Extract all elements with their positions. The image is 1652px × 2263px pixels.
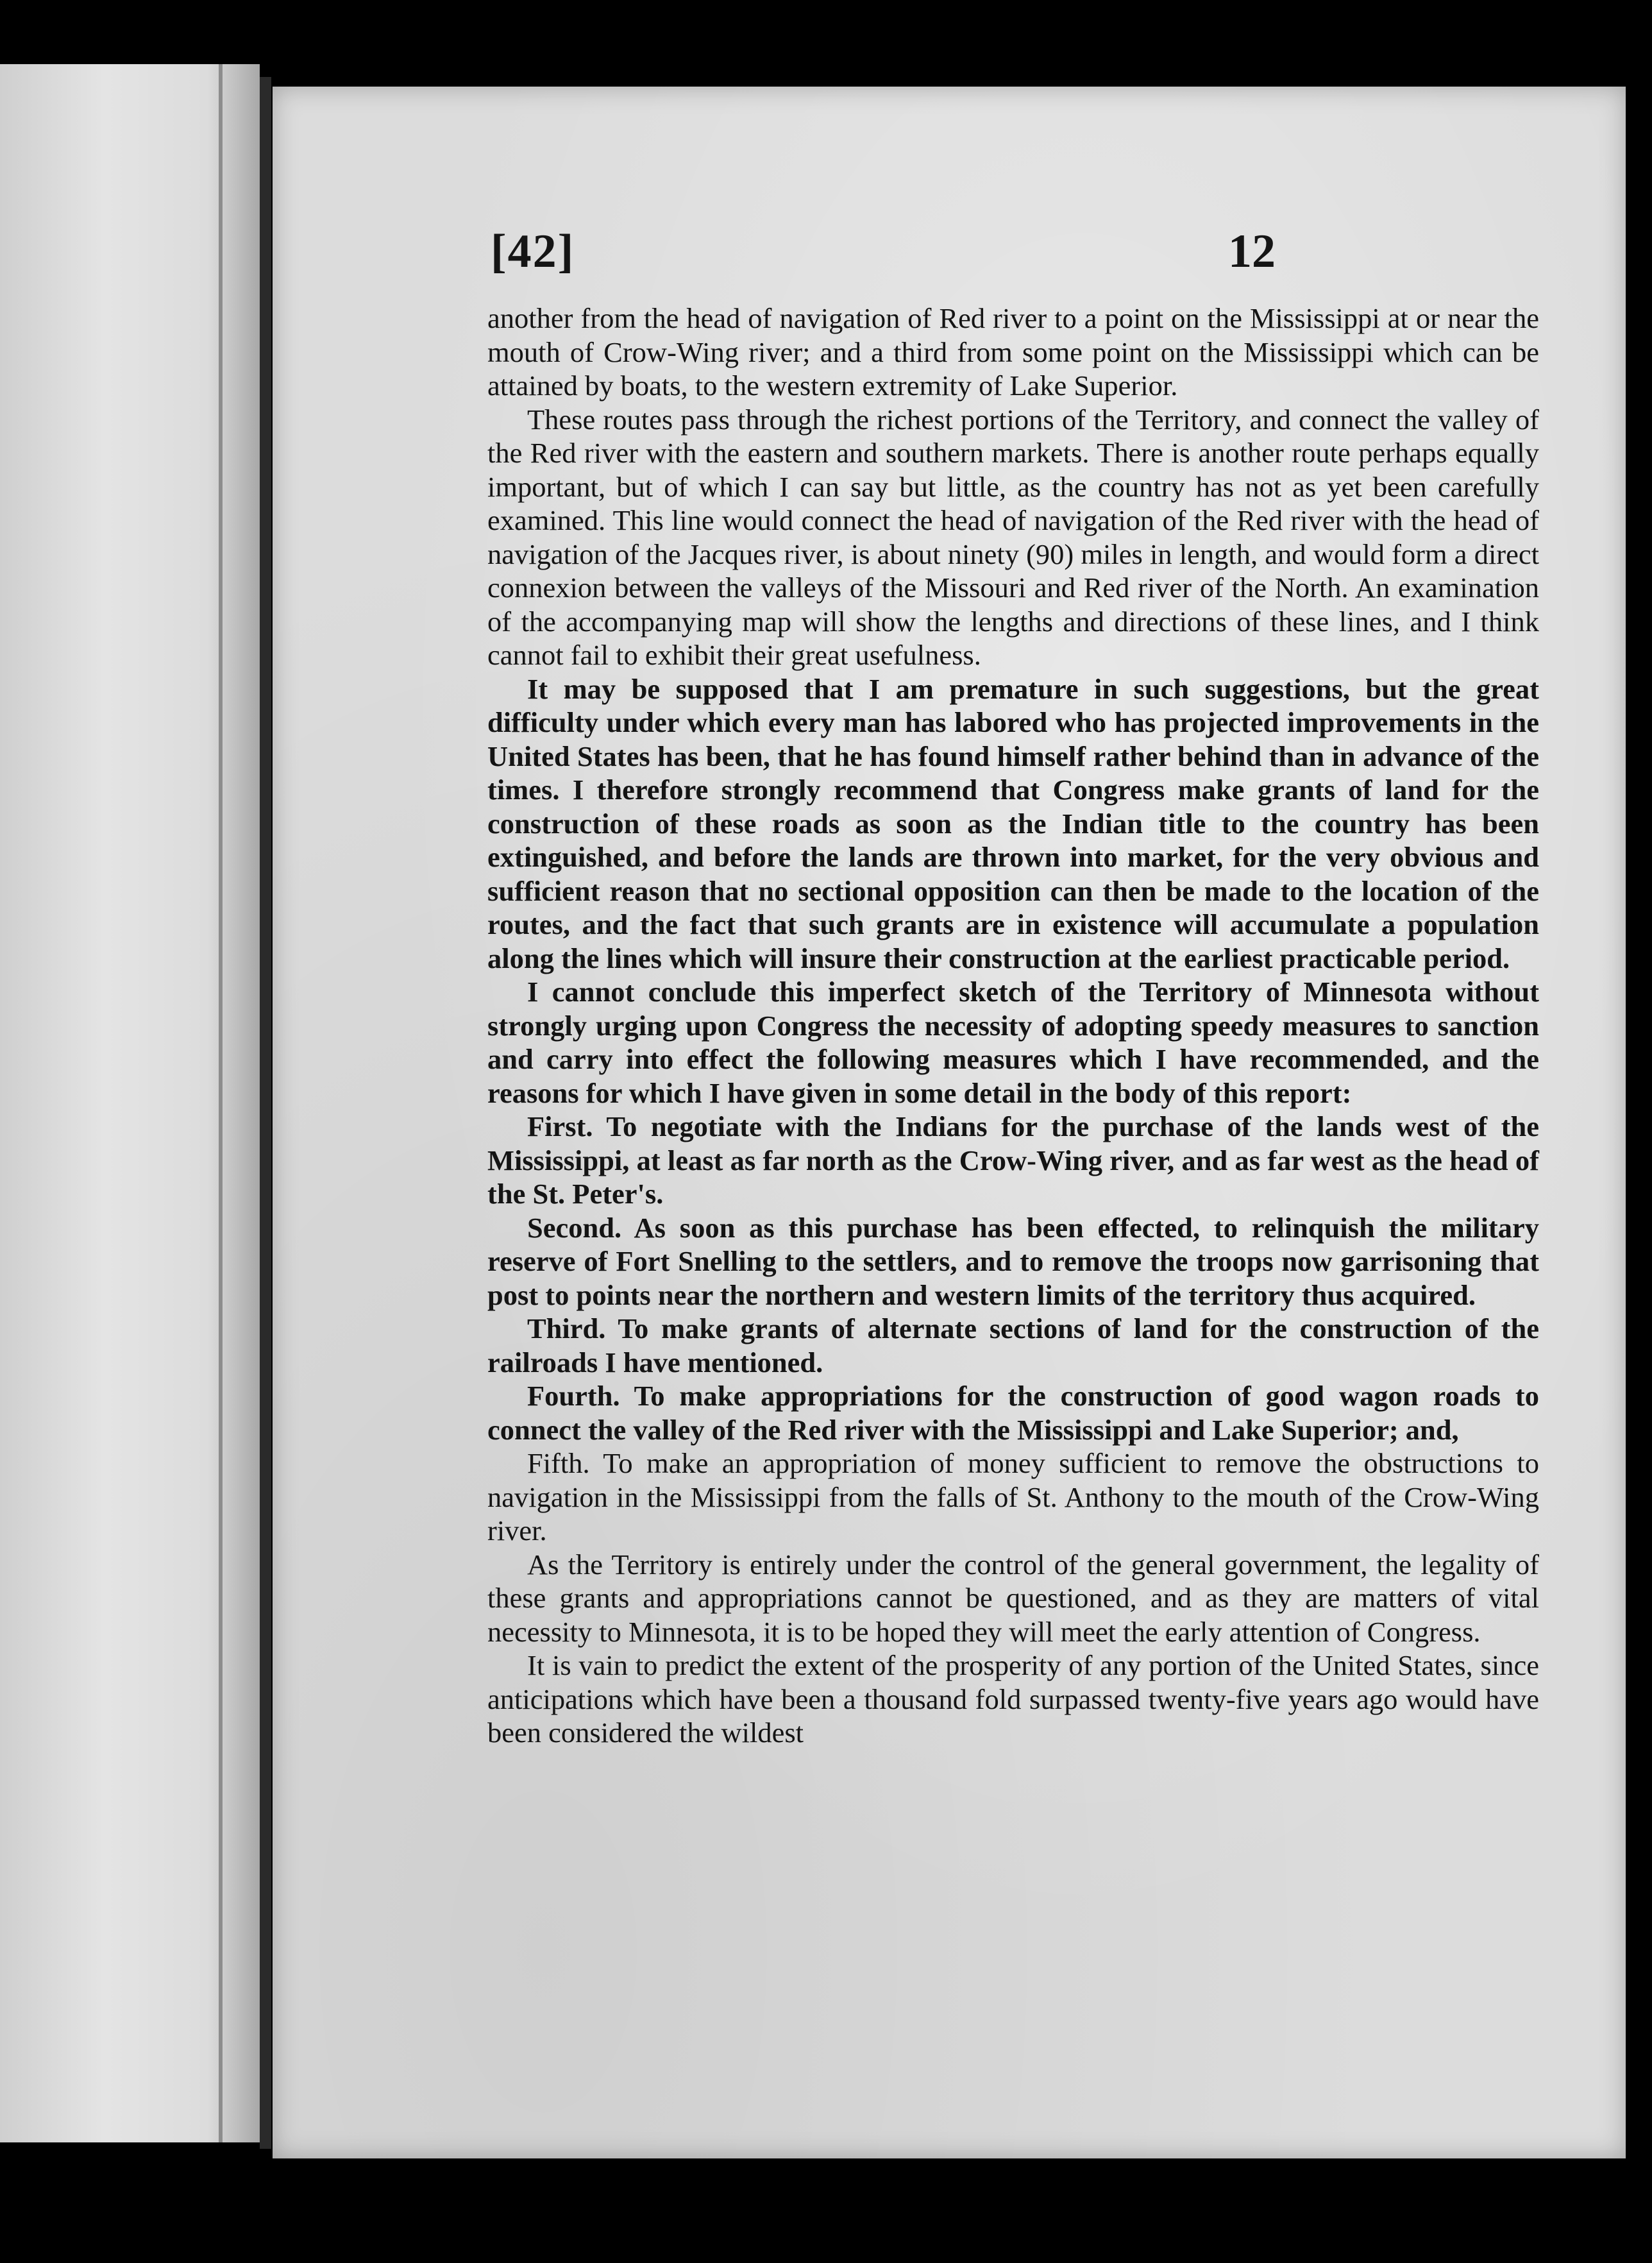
recommendation-fourth: Fourth. To make appropriations for the construction of good wagon roads to connect the valley of the Red river with the Mississippi and Lake Superior; and, xyxy=(487,1380,1539,1446)
recommendation-first: First. To negotiate with the Indians for the purchase of the lands west of the Mississippi, at least as far north as the Crow-Wing river, and as far west as the head of the St. Peter's. xyxy=(487,1110,1539,1210)
book-gutter xyxy=(260,77,271,2149)
paragraph-prosperity: It is vain to predict the extent of the prosperity of any portion of the United States, since anticipations which have been a thousand fold surpassed twenty-five years ago would have been considered the wildest xyxy=(487,1649,1539,1749)
paragraph-premature: It may be supposed that I am premature in such suggestions, but the great difficulty under which every man has labored who has projected improvements in the United States has been, that he has found himself rather behind than in advance of the times. I therefore strongly recommend that Congress make grants of land for the construction of these roads as soon as the Indian title to the country has been extinguished, and before the lands are thrown into market, for the very obvious and sufficient reason that no sectional opposition can then be made to the location of the routes, and the fact that such grants are in existence will accumulate a population along the lines which will insure their construction at the earliest practicable period. xyxy=(487,672,1539,974)
page-number: 12 xyxy=(1228,225,1276,278)
recommendation-second: Second. As soon as this purchase has been effected, to relinquish the military reserve of Fort Snelling to the settlers, and to remove the troops now garrisoning that post to points near the northern and western limits of the territory thus acquired. xyxy=(487,1211,1539,1311)
previous-page-edge xyxy=(0,64,260,2142)
paragraph-routes: These routes pass through the richest portions of the Territory, and connect the valley of the Red river with the eastern and southern markets. There is another route perhaps equally important, but of which I can say but little, as the country has not as yet been carefully examined. This line would connect the head of navigation of the Red river with the head of navigation of the Jacques river, is about ninety (90) miles in length, and would form a direct connexion between the valleys of the Missouri and Red river of the North. An examination of the accompanying map will show the lengths and directions of these lines, and I think cannot fail to exhibit their great usefulness. xyxy=(487,403,1539,671)
paragraph-conclusion: I cannot conclude this imperfect sketch of the Territory of Minnesota without strongly urging upon Congress the necessity of adopting speedy measures to sanction and carry into effect the following measures which I have recommended, and the reasons for which I have given in some detail in the body of this report: xyxy=(487,976,1539,1109)
document-number: [42] xyxy=(491,225,575,278)
paragraph-territory-control: As the Territory is entirely under the control of the general government, the legality of these grants and appropriations cannot be questioned, and as they are matters of vital necessity to Minnesota, it is to be hoped they will meet the early attention of Congress. xyxy=(487,1548,1539,1648)
paragraph-continuation: another from the head of navigation of Red river to a point on the Mississippi at or near the mouth of Crow-Wing river; and a third from some point on the Mississippi which can be attained by boats, to the western extremity of Lake Superior. xyxy=(487,302,1539,402)
body-text xyxy=(487,301,1539,1750)
page-header xyxy=(491,225,1549,295)
recommendation-fifth: Fifth. To make an appropriation of money sufficient to remove the obstructions to navigation in the Mississippi from the falls of St. Anthony to the mouth of the Crow-Wing river. xyxy=(487,1447,1539,1547)
recommendation-third: Third. To make grants of alternate sections of land for the construction of the railroads I have mentioned. xyxy=(487,1312,1539,1378)
